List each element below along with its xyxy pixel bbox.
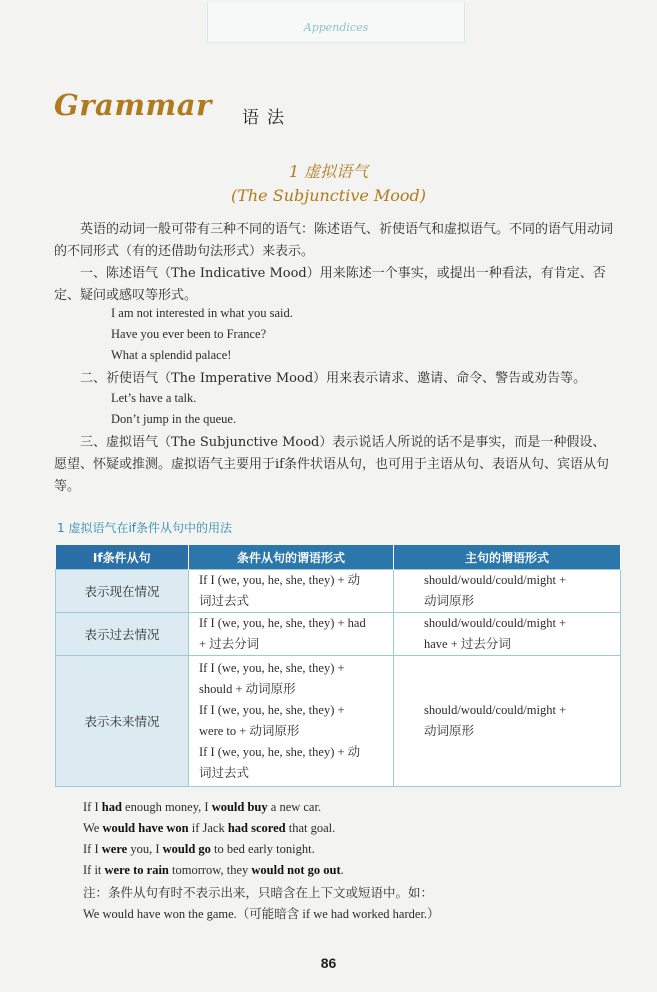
bold-run: had scored	[227, 821, 286, 835]
subjunctive-paragraph: 三、虚拟语气（The Subjunctive Mood）表示说话人所说的话不是事实，而是一种假设、愿望、怀疑或推测。虚拟语气主要用于if条件状语从句，也可用于主语从句、表语从句、宾语从句等。	[54, 435, 609, 494]
cell-line: If I (we, you, he, she, they) +	[199, 661, 345, 675]
column-header: If条件从句	[56, 545, 189, 570]
cell-line: 词过去式	[199, 766, 250, 780]
intro-paragraph: 英语的动词一般可带有三种不同的语气：陈述语气、祈使语气和虚拟语气。不同的语气用动词的不同形式（有的还借助句法形式）来表示。	[54, 222, 614, 259]
text-run: tomorrow, they	[168, 863, 252, 877]
cell-line: If I (we, you, he, she, they) + 动	[199, 745, 361, 759]
text-run: a new car.	[267, 800, 322, 814]
main-form-cell	[394, 613, 621, 656]
note-text: 注：条件从句有时不表示出来，只暗含在上下文或短语中。如：	[83, 885, 434, 900]
imperative-paragraph: 二、祈使语气（The Imperative Mood）用来表示请求、邀请、命令、警告或劝告等。	[80, 371, 587, 386]
text-run: .	[340, 863, 344, 877]
header-label: Appendices	[303, 21, 369, 34]
bold-run: would have won	[102, 821, 189, 835]
main-form-cell	[394, 656, 621, 787]
table-row	[56, 656, 621, 787]
example-sentence: I am not interested in what you said.	[111, 306, 293, 320]
example-sentence: Let’s have a talk.	[111, 391, 197, 405]
condition-form-cell	[189, 613, 394, 656]
cell-line: 动词原形	[424, 724, 475, 738]
indicative-paragraph: 一、陈述语气（The Indicative Mood）用来陈述一个事实，或提出一种看法，有肯定、否定、疑问或感叹等形式。	[54, 266, 606, 303]
row-label: 表示未来情况	[56, 656, 189, 787]
example-sentence	[83, 818, 335, 839]
bold-run: would go	[162, 842, 211, 856]
example-sentence: What a splendid palace!	[111, 348, 232, 362]
text-run: you, I	[127, 842, 163, 856]
text-run: if Jack	[188, 821, 228, 835]
grammar-title: Grammar	[54, 88, 212, 122]
example-sentence: Have you ever been to France?	[111, 327, 267, 341]
text-run: We	[83, 821, 103, 835]
running-header	[207, 2, 465, 43]
row-label: 表示过去情况	[56, 613, 189, 656]
text-run: If I	[83, 800, 102, 814]
cell-line: should/would/could/might +	[424, 703, 567, 717]
column-header: 主句的谓语形式	[394, 545, 621, 570]
text-run: If it	[83, 863, 105, 877]
cell-line: should + 动词原形	[199, 682, 296, 696]
bold-run: were	[101, 842, 128, 856]
cell-line: have + 过去分词	[424, 637, 511, 651]
column-header: 条件从句的谓语形式	[189, 545, 394, 570]
table-subheading: 1 虚拟语气在if条件从句中的用法	[57, 521, 233, 535]
cell-line: 动词原形	[424, 594, 475, 608]
cell-line: If I (we, you, he, she, they) + had	[199, 616, 366, 630]
bold-run: would buy	[211, 800, 268, 814]
example-sentence: Don’t jump in the queue.	[111, 412, 237, 426]
cell-line: If I (we, you, he, she, they) +	[199, 703, 345, 717]
cell-line: should/would/could/might +	[424, 573, 567, 587]
text-run: enough money, I	[121, 800, 212, 814]
section-title: 1 虚拟语气	[288, 162, 369, 181]
main-form-cell	[394, 570, 621, 613]
cell-line: 词过去式	[199, 594, 250, 608]
table-row	[56, 613, 621, 656]
cell-line: If I (we, you, he, she, they) + 动	[199, 573, 361, 587]
section-english-title: (The Subjunctive Mood)	[230, 186, 427, 205]
condition-form-cell	[189, 656, 394, 787]
cell-line: + 过去分词	[199, 637, 260, 651]
example-sentence	[83, 860, 344, 881]
table-row	[56, 570, 621, 613]
text-run: that goal.	[285, 821, 336, 835]
example-sentence	[83, 839, 315, 860]
table-header-row	[56, 545, 621, 570]
bold-run: had	[101, 800, 122, 814]
page-number: 86	[320, 955, 337, 971]
cell-line: should/would/could/might +	[424, 616, 567, 630]
grammar-chinese-title: 语法	[242, 108, 292, 128]
condition-form-cell	[189, 570, 394, 613]
example-sentence: We would have won the game.（可能暗含 if we had worked harder.）	[83, 907, 440, 921]
subjunctive-table	[55, 545, 621, 787]
bold-run: would not go out	[251, 863, 341, 877]
text-run: to bed early tonight.	[210, 842, 315, 856]
example-sentence	[83, 797, 321, 818]
bold-run: were to rain	[104, 863, 169, 877]
row-label: 表示现在情况	[56, 570, 189, 613]
cell-line: were to + 动词原形	[199, 724, 300, 738]
text-run: If I	[83, 842, 102, 856]
